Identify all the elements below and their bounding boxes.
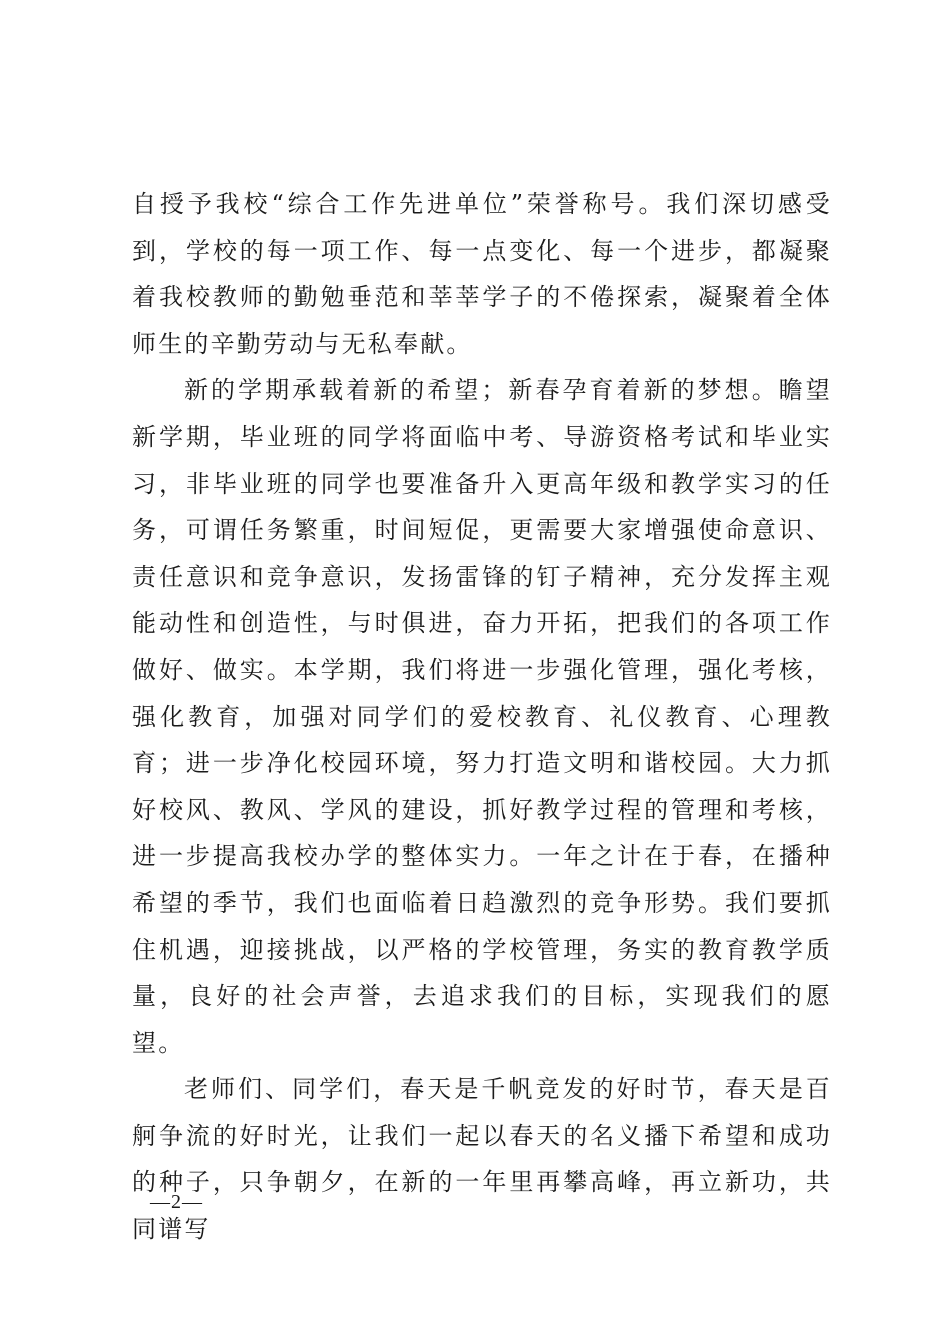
page-number: —2— [150,1191,203,1213]
paragraph-2: 新的学期承载着新的希望；新春孕育着新的梦想。瞻望新学期，毕业班的同学将面临中考、导游资格考试和毕业实习，非毕业班的同学也要准备升入更高年级和教学实习的任务，可谓任务繁重，时间短促，更需要大家增强使命意识、责任意识和竞争意识，发扬雷锋的钉子精神，充分发挥主观能动性和创造性，与时俱进，奋力开拓，把我们的各项工作做好、做实。本学期，我们将进一步强化管理，强化考核，强化教育，加强对同学们的爱校教育、礼仪教育、心理教育；进一步净化校园环境，努力打造文明和谐校园。大力抓好校风、教风、学风的建设，抓好教学过程的管理和考核，进一步提高我校办学的整体实力。一年之计在于春，在播种希望的季节，我们也面临着日趋激烈的竞争形势。我们要抓住机遇，迎接挑战，以严格的学校管理，务实的教育教学质量，良好的社会声誉，去追求我们的目标，实现我们的愿望。 [132,376,832,1057]
body-text [132,181,832,1253]
paragraph-1: 自授予我校“综合工作先进单位”荣誉称号。我们深切感受到，学校的每一项工作、每一点变化、每一个进步，都凝聚着我校教师的勤勉垂范和莘莘学子的不倦探索，凝聚着全体师生的辛勤劳动与无私奉献。 [132,190,832,358]
paragraph-3: 老师们、同学们，春天是千帆竞发的好时节，春天是百舸争流的好时光，让我们一起以春天的名义播下希望和成功的种子，只争朝夕，在新的一年里再攀高峰，再立新功，共同谱写 [132,1075,832,1244]
